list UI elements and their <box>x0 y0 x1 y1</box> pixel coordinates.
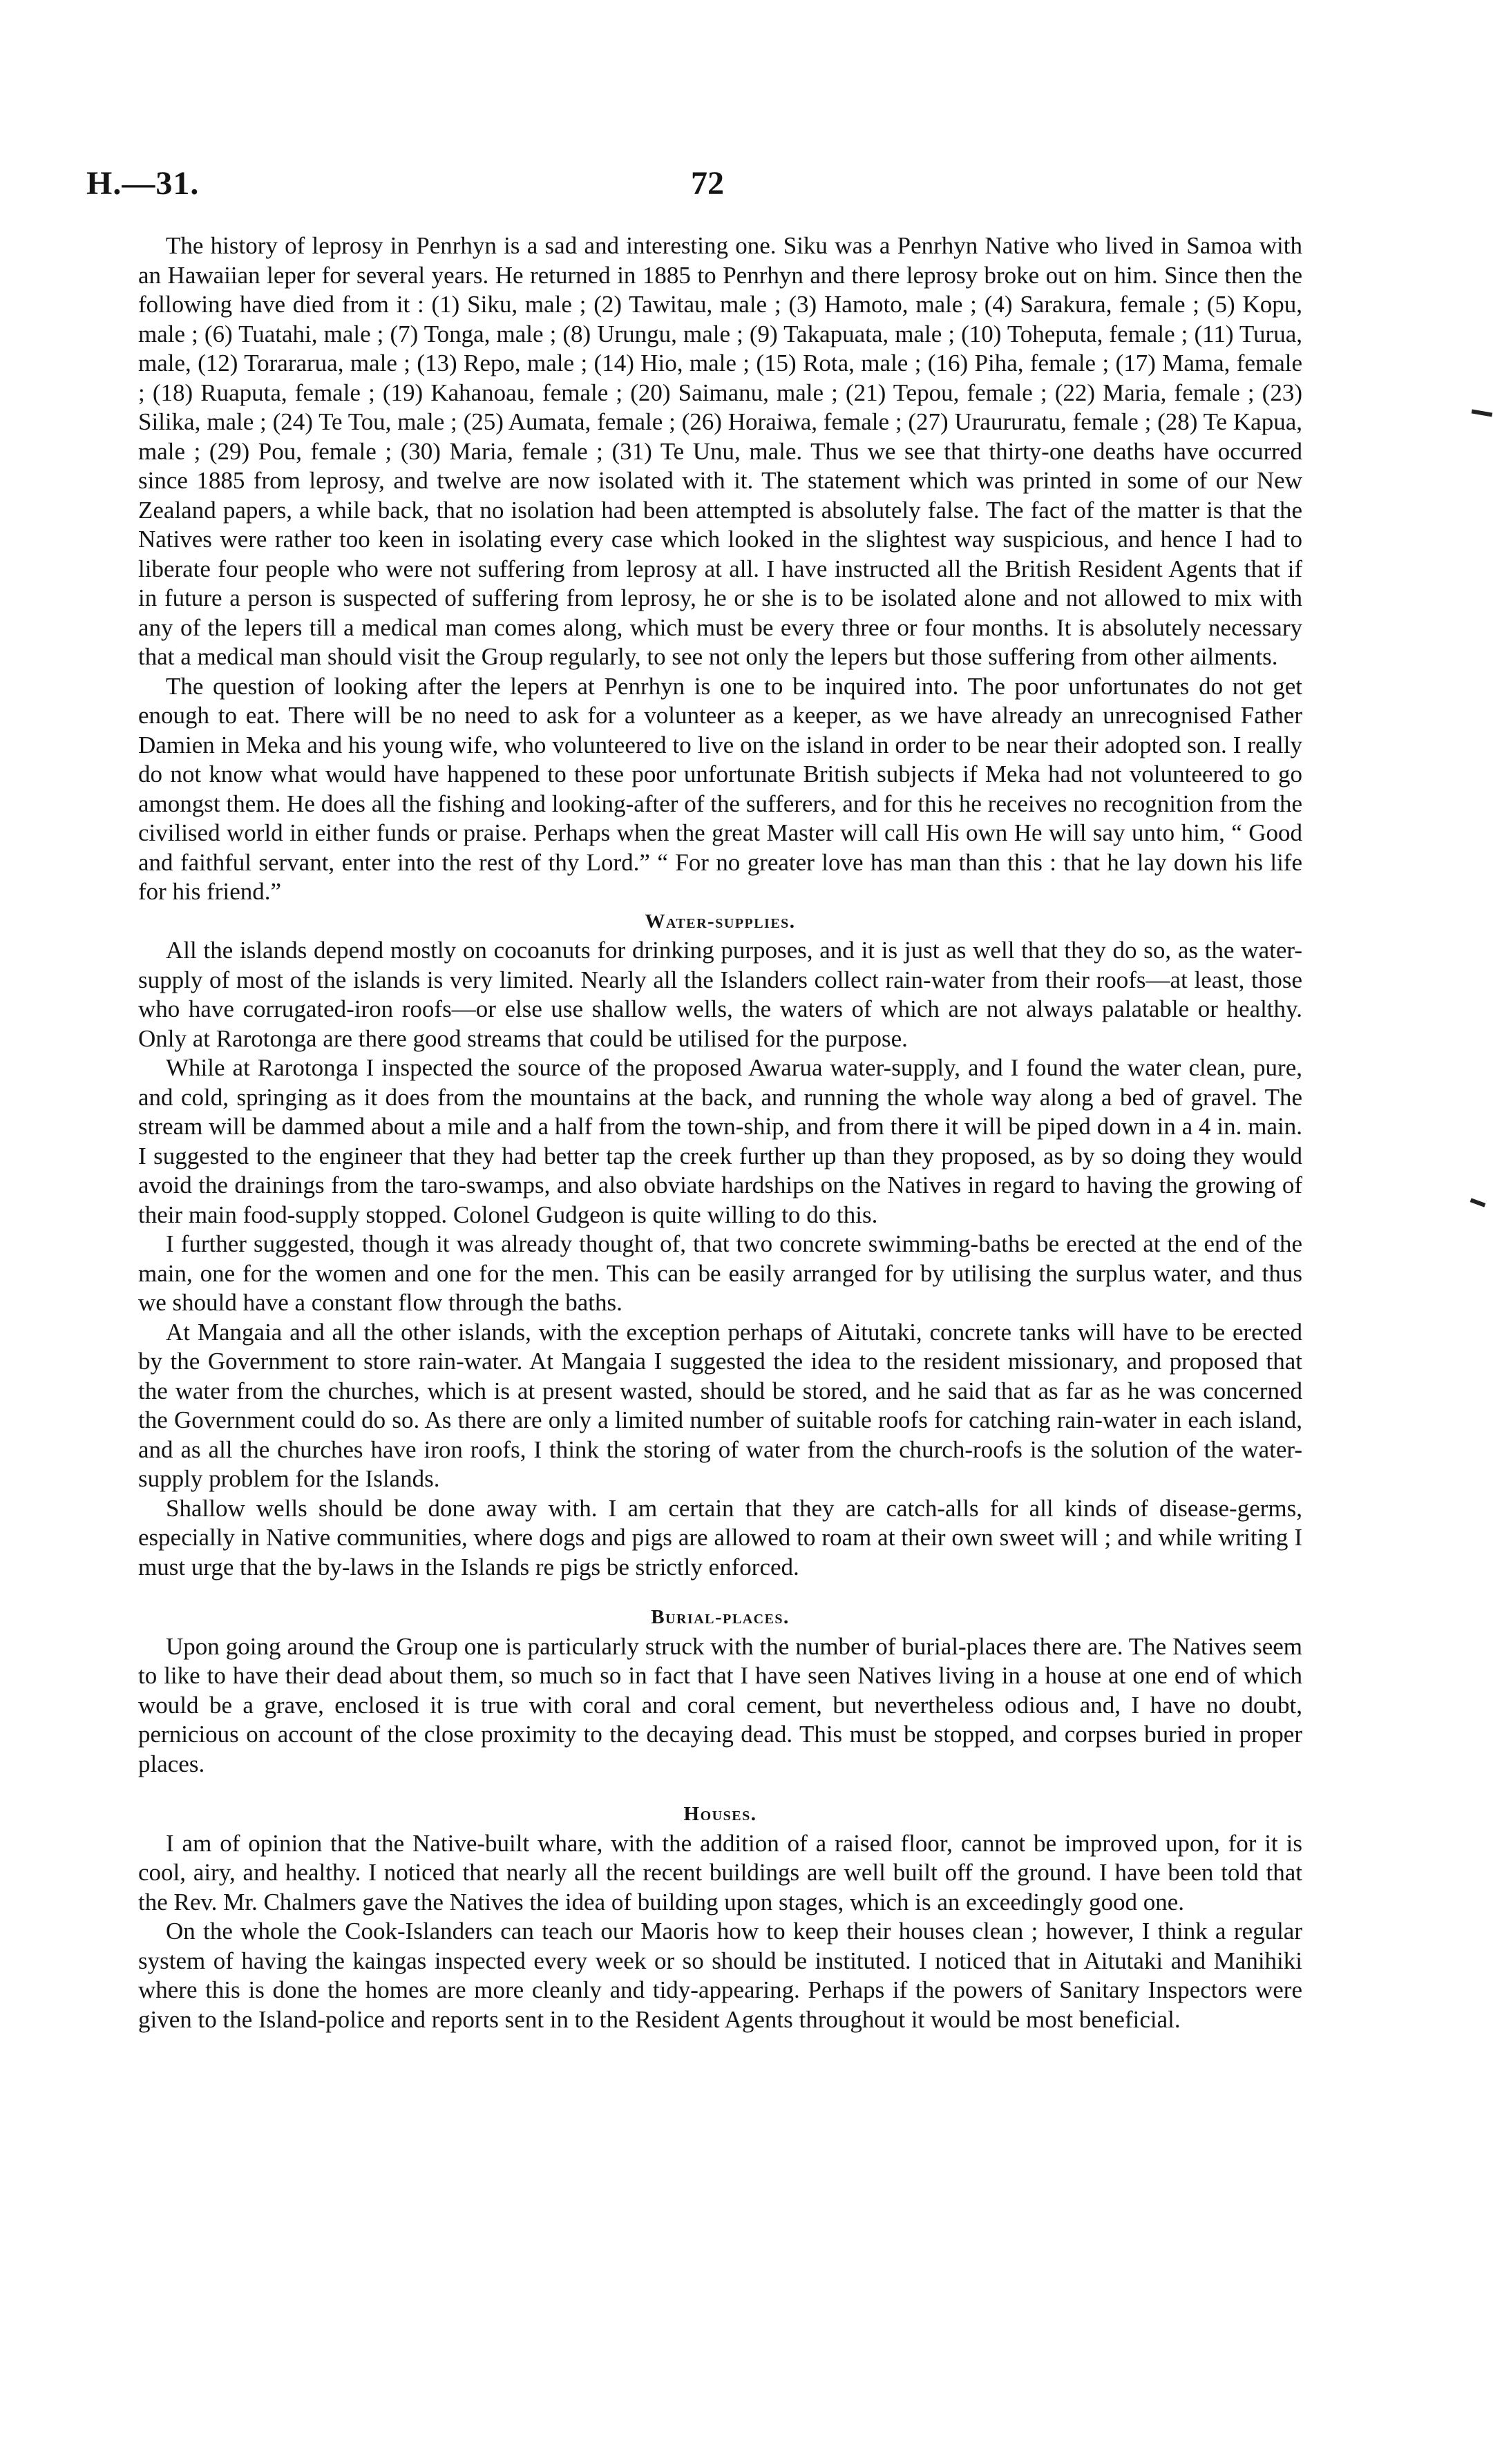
paragraph-swimming-baths: I further suggested, though it was already thought of, that two concrete swimming-baths be erected at the end of the main, one for the women and one for the men. This can be easily arranged for by utilising the surplus water, and thus we should have a constant flow through the baths. <box>138 1230 1302 1316</box>
margin-mark <box>1472 409 1493 417</box>
document-reference: H.—31. <box>86 165 200 202</box>
paragraph-burial-places: Upon going around the Group one is particularly struck with the number of burial-places there are. The Natives seem to like to have their dead about them, so much so in fact that I have seen Natives living in a house at one end of which would be a grave, enclosed it is true with coral and coral cement, but nevertheless odious and, I have no doubt, pernicious on account of the close proximity to the decaying dead. This must be stopped, and corpses buried in proper places. <box>138 1632 1302 1777</box>
paragraph-native-whare: I am of opinion that the Native-built whare, with the addition of a raised floor, cannot be improved upon, for it is cool, airy, and healthy. I noticed that nearly all the recent buildings are well built off the ground. I have been told that the Rev. Mr. Chalmers gave the Natives the idea of building upon stages, which is an exceedingly good one. <box>138 1829 1302 1916</box>
margin-mark <box>1470 1198 1486 1207</box>
paragraph-water-rarotonga: While at Rarotonga I inspected the source of the proposed Awarua water-supply, and I found the water clean, pure, and cold, springing as it does from the mountains at the back, and running the whole way along a bed of gravel. The stream will be dammed about a mile and a half from the town-ship, and from there it will be piped down in a 4 in. main. I suggested to the engineer that they had better tap the creek further up than they proposed, as by so doing they would avoid the drainings from the taro-swamps, and also obviate hardships on the Natives in regard to having the growing of their main food-supply stopped. Colonel Gudgeon is quite willing to do this. <box>138 1054 1302 1228</box>
paragraph-mangaia-tanks: At Mangaia and all the other islands, with the exception perhaps of Aitutaki, concrete tanks will have to be erected by the Government to store rain-water. At Mangaia I suggested the idea to the resident missionary, and proposed that the water from the churches, which is at present wasted, should be stored, and he said that as far as he was concerned the Government could do so. As there are only a limited number of suitable roofs for catching rain-water in each island, and as all the churches have iron roofs, I think the storing of water from the church-roofs is the solution of the water-supply problem for the Islands. <box>138 1318 1302 1492</box>
body-text <box>138 231 1302 2034</box>
paragraph-leprosy-history: The history of leprosy in Penrhyn is a sad and interesting one. Siku was a Penrhyn Native who lived in Samoa with an Hawaiian leper for several years. He returned in 1885 to Penrhyn and there leprosy broke out on him. Since then the following have died from it : (1) Siku, male ; (2) Tawitau, male ; (3) Hamoto, male ; (4) Sarakura, female ; (5) Kopu, male ; (6) Tuatahi, male ; (7) Tonga, male ; (8) Urungu, male ; (9) Takapuata, male ; (10) Toheputa, female ; (11) Turua, male, (12) Torararua, male ; (13) Repo, male ; (14) Hio, male ; (15) Rota, male ; (16) Piha, female ; (17) Mama, female ; (18) Ruaputa, female ; (19) Kahanoau, female ; (20) Saimanu, male ; (21) Tepou, female ; (22) Maria, female ; (23) Silika, male ; (24) Te Tou, male ; (25) Aumata, female ; (26) Horaiwa, female ; (27) Uraururatu, female ; (28) Te Kapua, male ; (29) Pou, female ; (30) Maria, female ; (31) Te Unu, male. Thus we see that thirty-one deaths have occurred since 1885 from leprosy, and twelve are now isolated with it. The statement which was printed in some of our New Zealand papers, a while back, that no isolation had been attempted is absolutely false. The fact of the matter is that the Natives were rather too keen in isolating every case which looked in the slightest way suspicious, and hence I had to liberate four people who were not suffering from leprosy at all. I have instructed all the British Resident Agents that if in future a person is suspected of suffering from leprosy, he or she is to be isolated alone and not allowed to mix with any of the lepers till a medical man comes along, which must be every three or four months. It is absolutely necessary that a medical man should visit the Group regularly, to see not only the lepers but those suffering from other ailments. <box>138 232 1302 670</box>
paragraph-shallow-wells: Shallow wells should be done away with. I am certain that they are catch-alls for all kinds of disease-germs, especially in Native communities, where dogs and pigs are allowed to roam at their own sweet will ; and while writing I must urge that the by-laws in the Islands re pigs be strictly enforced. <box>138 1494 1302 1580</box>
heading-water-supplies: Water-supplies. <box>645 910 796 933</box>
heading-burial-places: Burial-places. <box>651 1606 790 1628</box>
paragraph-lepers-care: The question of looking after the lepers at Penrhyn is one to be inquired into. The poor unfortunates do not get enough to eat. There will be no need to ask for a volunteer as a keeper, as we have already an unrecognised Father Damien in Meka and his young wife, who volunteered to live on the island in order to be near their adopted son. I really do not know what would have happened to these poor unfortunate British subjects if Meka had not volunteered to go amongst them. He does all the fishing and looking-after of the sufferers, and for this he receives no recognition from the civilised world in either funds or praise. Perhaps when the great Master will call His own He will say unto him, “ Good and faithful servant, enter into the rest of thy Lord.” “ For no greater love has man than this : that he lay down his life for his friend.” <box>138 672 1302 905</box>
paragraph-house-inspection: On the whole the Cook-Islanders can teach our Maoris how to keep their houses clean ; however, I think a regular system of having the kaingas inspected every week or so should be instituted. I noticed that in Aitutaki and Manihiki where this is done the homes are more cleanly and tidy-appearing. Perhaps if the powers of Sanitary Inspectors were given to the Island-police and reports sent in to the Resident Agents throughout it would be most beneficial. <box>138 1918 1302 2033</box>
heading-houses: Houses. <box>683 1803 757 1825</box>
page-number: 72 <box>691 165 724 202</box>
paragraph-water-cocoanuts: All the islands depend mostly on cocoanuts for drinking purposes, and it is just as well that they do so, as the water-supply of most of the islands is very limited. Nearly all the Islanders collect rain-water from their roofs—at least, those who have corrugated-iron roofs—or else use shallow wells, the waters of which are not always palatable or healthy. Only at Rarotonga are there good streams that could be utilised for the purpose. <box>138 937 1302 1052</box>
